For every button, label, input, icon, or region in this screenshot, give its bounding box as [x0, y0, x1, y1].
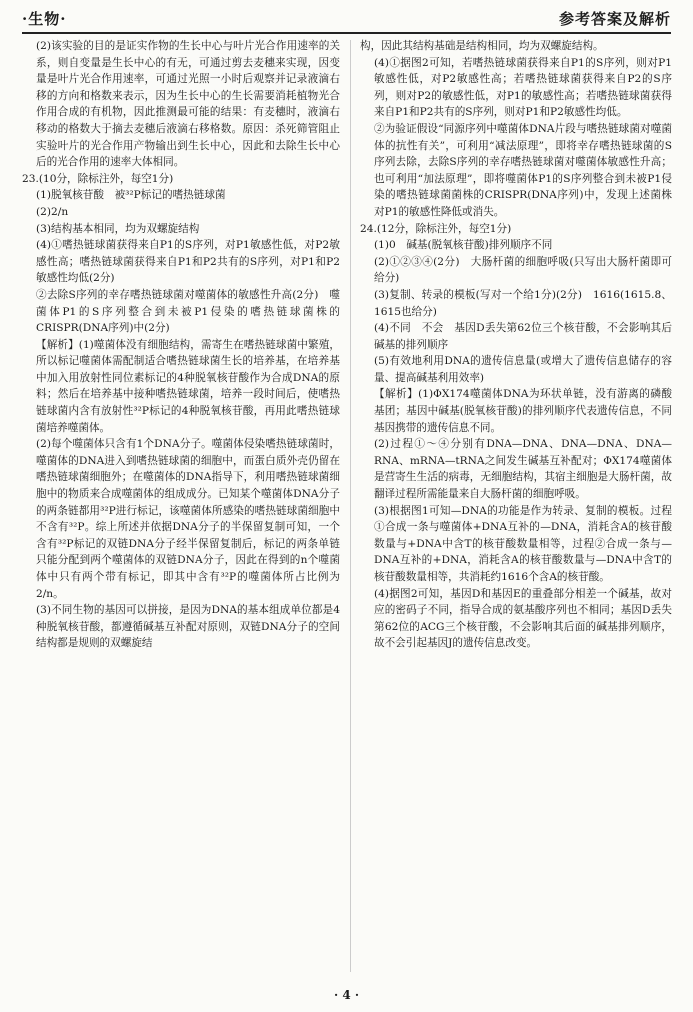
- paragraph: (2)每个噬菌体只含有1个DNA分子。噬菌体侵染嗜热链球菌时，噬菌体的DNA进入到嗜热链球菌的细胞中，而蛋白质外壳仍留在嗜热链球菌细胞外；在噬菌体的DNA指导下，利用嗜热链球菌细胞中的物质来合成噬菌体的组成成分。已知某个噬菌体DNA分子的两条链都用³²P进行标记，该噬菌体所感染的嗜热链球菌细胞中不含有³²P。综上所述并依据DNA分子的半保留复制可知，一个含有³²P标记的双链DNA分子经半保留复制后，标记的两条单链只能分配到两个噬菌体的双链DNA分子，因此在得到的n个噬菌体中只有两个带有标记，即其中含有³²P的噬菌体所占比例为2/n。: [36, 438, 340, 600]
- paragraph: (3)结构基本相同，均为双螺旋结构: [36, 222, 200, 235]
- paragraph: 【解析】(1)噬菌体没有细胞结构，需寄生在嗜热链球菌中繁殖，所以标记噬菌体需配制适合嗜热链球菌生长的培养基，在培养基中加入用放射性同位素标记的4种脱氧核苷酸作为合成DNA的原料；然后在培养基中接种嗜热链球菌，培养一段时间后，使嗜热链球菌内含有放射性³²P标记的4种脱氧核苷酸，再用此嗜热链球菌培养噬菌体。: [36, 338, 340, 434]
- paragraph: 23.(10分，除标注外，每空1分): [22, 172, 174, 185]
- right-column: [360, 38, 672, 974]
- paragraph: (5)有效地利用DNA的遗传信息量(或增大了遗传信息储存的容量、提高碱基利用效率): [374, 355, 672, 384]
- paragraph: (4)①嗜热链球菌获得来自P1的S序列，对P1敏感性低，对P2敏感性高；嗜热链球菌获得来自P1和P2共有的S序列，对P1和P2敏感性均低(2分): [36, 239, 340, 285]
- paragraph: (3)复制、转录的模板(写对一个给1分)(2分) 1616(1615.8、1615也给分): [374, 288, 672, 318]
- paragraph: (1)0 碱基(脱氧核苷酸)排列顺序不同: [374, 239, 553, 252]
- paragraph: (2)①②③④(2分) 大肠杆菌的细胞呼吸(只写出大肠杆菌即可给分): [374, 255, 672, 285]
- paragraph: ②为验证假设“同源序列中噬菌体DNA片段与嗜热链球菌对噬菌体的抗性有关”，可利用“减法原理”，即将幸存嗜热链球菌的S序列去除，去除S序列的幸存嗜热链球菌对噬菌体敏感性升高；也可利用“加法原理”，即将噬菌体P1的S序列整合到未被P1侵染的嗜热链球菌菌株的CRISPR(DNA序列)中，发现上述菌株对P1的敏感性降低或消失。: [374, 122, 672, 218]
- paragraph: 【解析】(1)ΦX174噬菌体DNA为环状单链，没有游离的磷酸基团；基因中碱基(脱氧核苷酸)的排列顺序代表遗传信息，不同基因携带的遗传信息不同。: [374, 388, 672, 434]
- paragraph: ②去除S序列的幸存嗜热链球菌对噬菌体的敏感性升高(2分) 噬菌体P1的S序列整合到未被P1侵染的嗜热链球菌株的CRISPR(DNA序列)中(2分): [36, 288, 340, 335]
- paragraph: (2)过程①～④分别有DNA—DNA、DNA—DNA、DNA—RNA、mRNA—tRNA之间发生碱基互补配对；ΦX174噬菌体是营寄生生活的病毒，无细胞结构，其宿主细胞是大肠杆菌，故翻译过程所需能量来自大肠杆菌的细胞呼吸。: [374, 438, 672, 501]
- paragraph: (2)2/n: [36, 205, 69, 218]
- paragraph: 24.(12分，除标注外，每空1分): [360, 222, 512, 235]
- paragraph: (4)①据图2可知，若嗜热链球菌获得来自P1的S序列，则对P1敏感性低，对P2敏感性高；若嗜热链球菌获得来自P2的S序列，则对P2的敏感性低，对P1的敏感性高；若嗜热链球菌获得来自P1和P2共有的S序列，则对P1和P2敏感性均低。: [374, 56, 672, 119]
- paragraph: 构，因此其结构基础是结构相同，均为双螺旋结构。: [360, 40, 604, 52]
- paragraph: (1)脱氧核苷酸 被³²P标记的嗜热链球菌: [36, 189, 226, 202]
- left-column: [22, 38, 340, 974]
- paragraph: (3)根据图1可知—DNA的功能是作为转录、复制的模板。过程①合成一条与噬菌体+DNA互补的—DNA，消耗含A的核苷酸数量与+DNA中含T的核苷酸数量相等，过程②合成一条与—DNA互补的+DNA，消耗含A的核苷酸数量与—DNA中含T的核苷酸数量相等，共消耗约1616个含A的核苷酸。: [374, 504, 672, 583]
- paragraph: (4)不同 不会 基因D丢失第62位三个核苷酸，不会影响其后碱基的排列顺序: [374, 322, 672, 351]
- paragraph: (3)不同生物的基因可以拼接，是因为DNA的基本组成单位都是4种脱氧核苷酸，都遵循碱基互补配对原则，双链DNA分子的空间结构都是规则的双螺旋结: [36, 604, 340, 650]
- page-number: · 4 ·: [333, 988, 360, 1002]
- column-divider: [350, 40, 351, 972]
- paragraph: (4)据图2可知，基因D和基因E的重叠部分相差一个碱基，故对应的密码子不同，指导合成的氨基酸序列也不相同；基因D丢失第62位的ACG三个核苷酸，不会影响其后面的碱基排列顺序，故不会引起基因J的遗传信息改变。: [374, 587, 672, 650]
- page-header: [22, 6, 671, 34]
- subject-label: ·生物·: [22, 10, 67, 28]
- header-title: 参考答案及解析: [558, 10, 671, 28]
- paragraph: (2)该实验的目的是证实作物的生长中心与叶片光合作用速率的关系，则自变量是生长中心的有无，可通过剪去麦穗来实现，因变量是叶片光合作用速率，可通过光照一小时后观察并记录液滴右移的方向和格数来表示，因为生长中心的生长需要消耗植物光合作用合成的有机物，因此推测最可能的结果：有麦穗时，液滴右移动的格数大于摘去麦穗后液滴右移格数。原因：杀死筛管阻止实验叶片的光合作用产物输出到生长中心，因此和去除生长中心后的光合作用的速率大体相同。: [36, 40, 340, 169]
